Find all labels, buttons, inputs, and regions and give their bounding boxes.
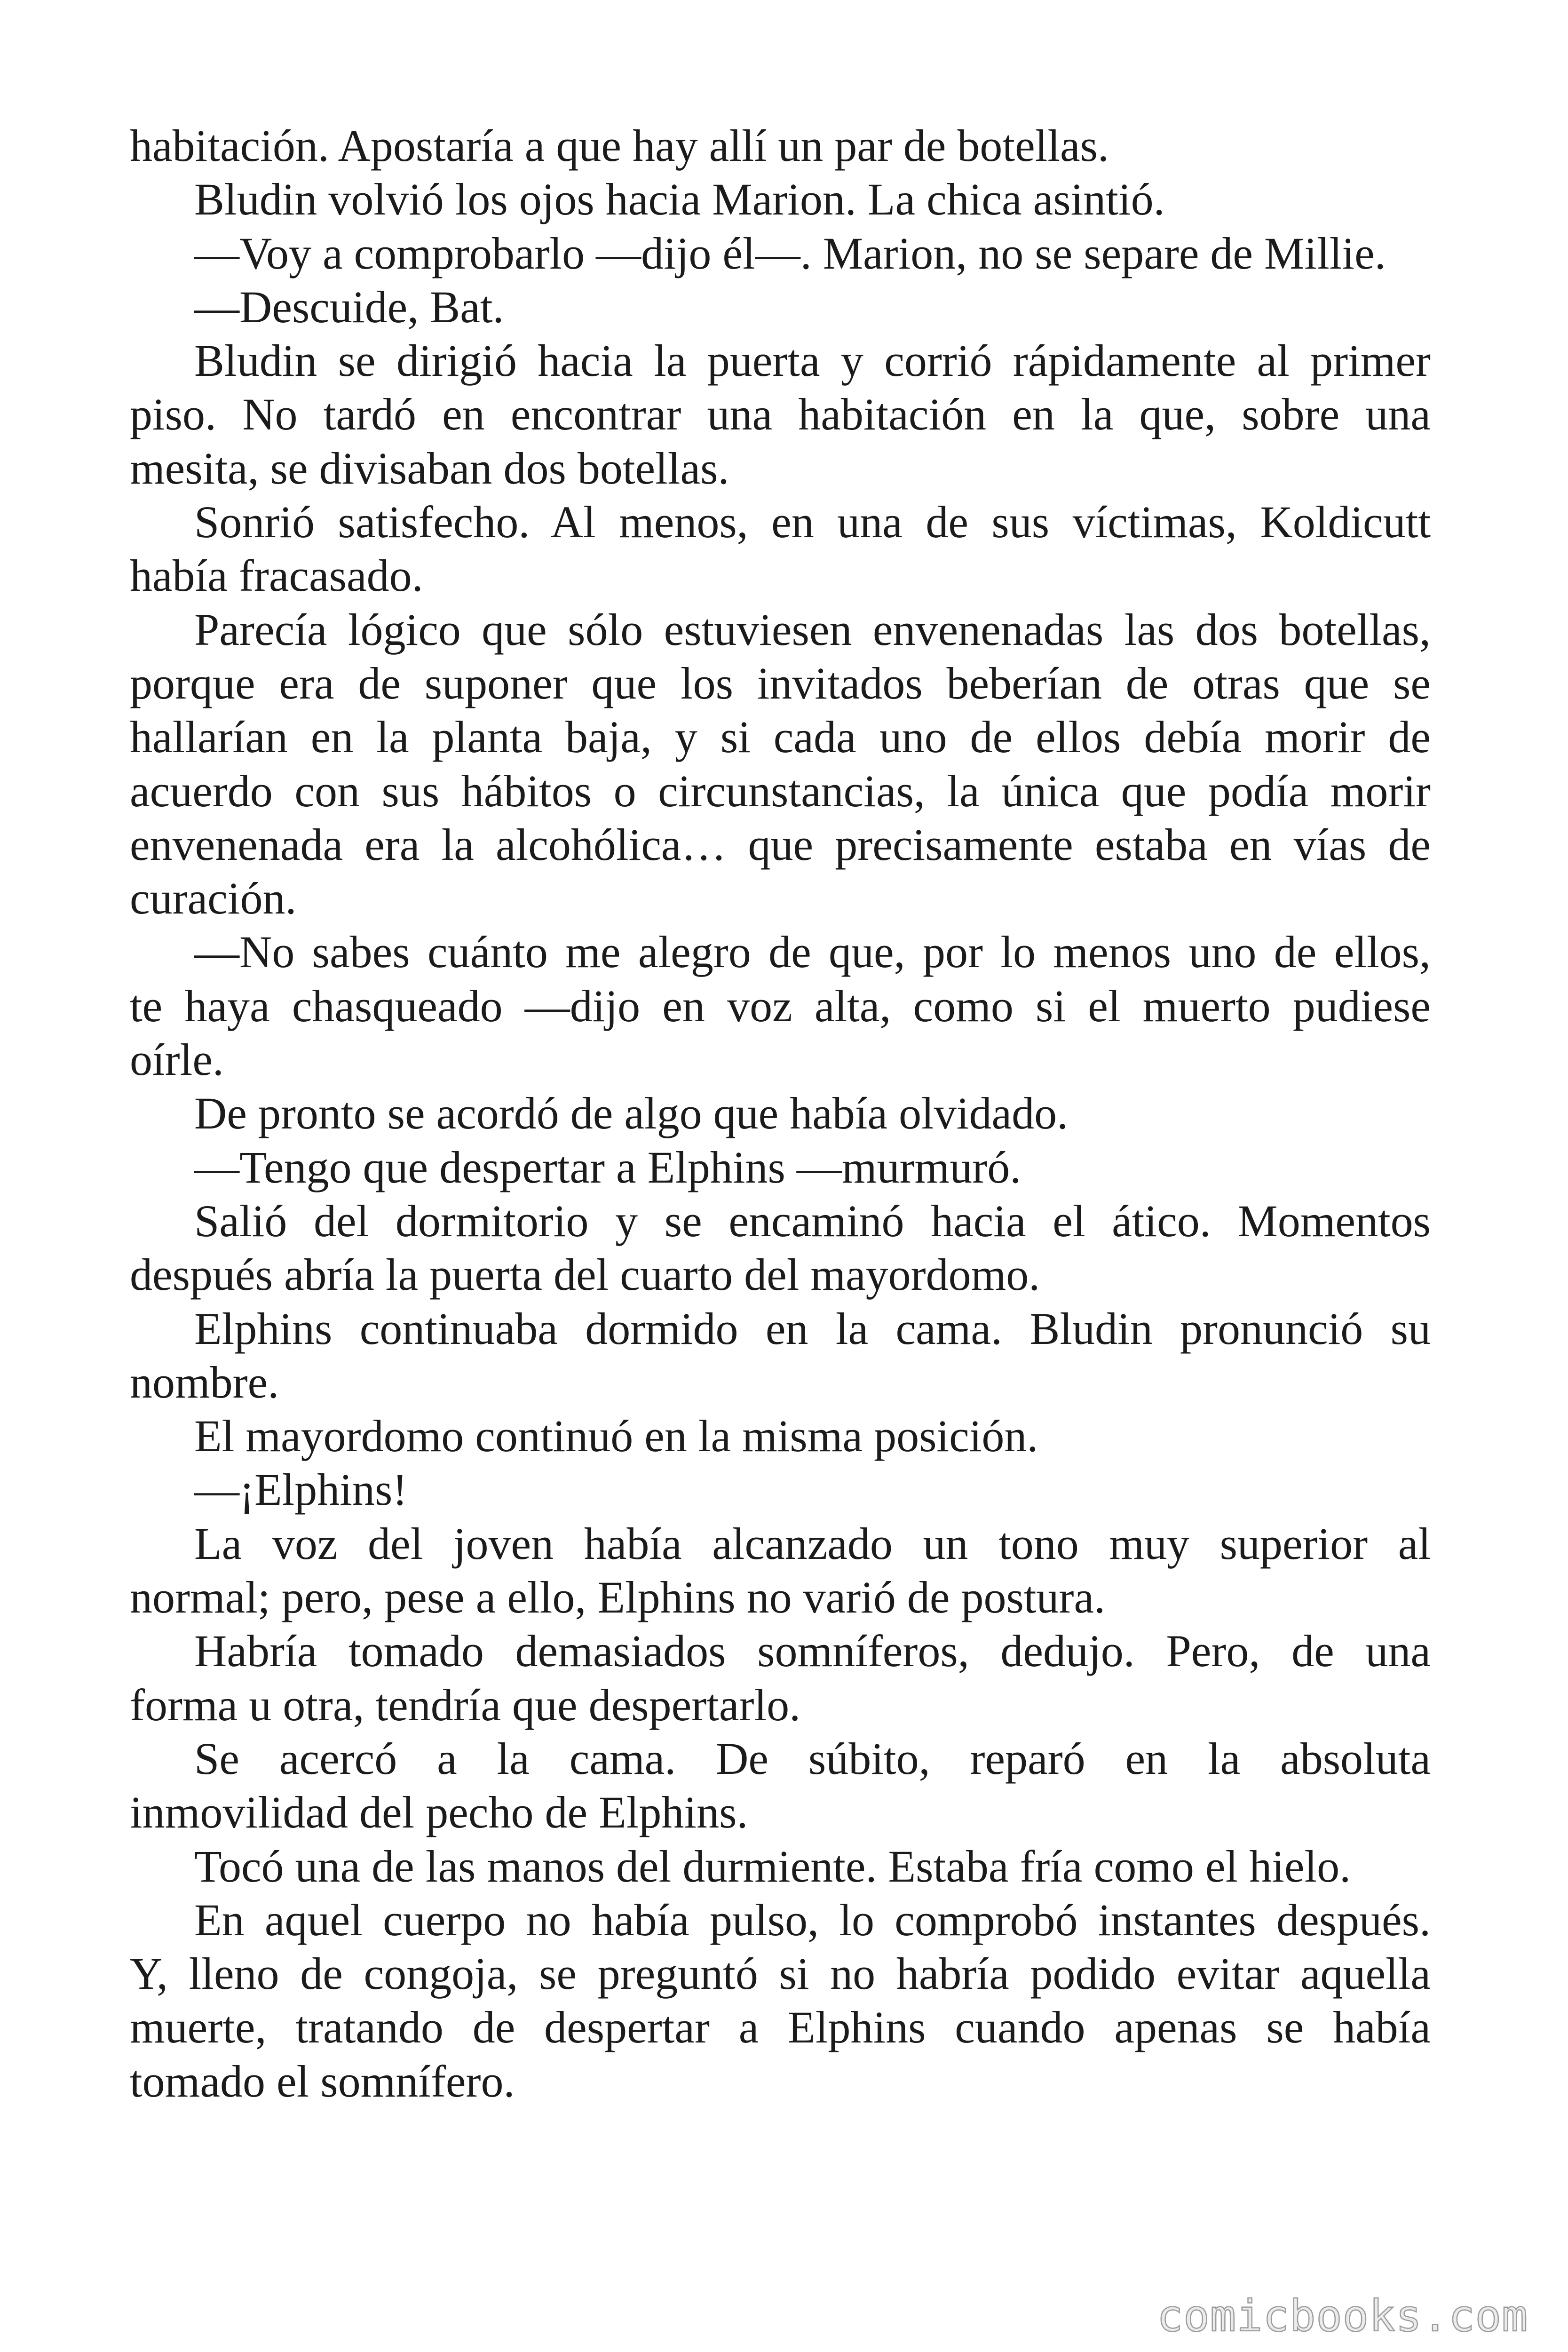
text-line: hallarían en la planta baja, y si cada uno de ellos debía morir de <box>130 712 1431 763</box>
text-line: inmovilidad del pecho de Elphins. <box>130 1787 748 1838</box>
paragraph <box>130 173 1431 226</box>
text-line: —Voy a comprobarlo —dijo él—. Marion, no se separe de Millie. <box>194 228 1386 278</box>
text-line: curación. <box>130 873 297 924</box>
text-line: mesita, se divisaban dos botellas. <box>130 443 729 493</box>
paragraph <box>130 1893 1431 2108</box>
paragraph <box>130 1732 1431 1840</box>
paragraph <box>130 119 1431 173</box>
text-line: Habría tomado demasiados somníferos, dedujo. Pero, de una <box>194 1626 1431 1677</box>
text-line: De pronto se acordó de algo que había olvidado. <box>194 1088 1069 1139</box>
text-line: El mayordomo continuó en la misma posición. <box>194 1411 1038 1462</box>
paragraph <box>130 1302 1431 1410</box>
text-line: Elphins continuaba dormido en la cama. Bludin pronunció su <box>194 1303 1431 1354</box>
text-line: piso. No tardó en encontrar una habitación en la que, sobre una <box>130 389 1431 440</box>
paragraph <box>130 1517 1431 1625</box>
text-line: En aquel cuerpo no había pulso, lo comprobó instantes después. <box>194 1894 1431 1945</box>
paragraph <box>130 1194 1431 1302</box>
text-line: habitación. Apostaría a que hay allí un par de botellas. <box>130 120 1109 171</box>
text-line: después abría la puerta del cuarto del mayordomo. <box>130 1249 1040 1300</box>
text-line: Salió del dormitorio y se encaminó hacia el ático. Momentos <box>194 1195 1431 1246</box>
text-line: muerte, tratando de despertar a Elphins cuando apenas se había <box>130 2002 1431 2053</box>
text-line: oírle. <box>130 1034 224 1085</box>
text-line: forma u otra, tendría que despertarlo. <box>130 1679 801 1730</box>
paragraph <box>130 227 1431 280</box>
paragraph <box>130 1087 1431 1140</box>
text-line: acuerdo con sus hábitos o circunstancias, la única que podía morir <box>130 765 1431 816</box>
text-line: normal; pero, pese a ello, Elphins no varió de postura. <box>130 1572 1106 1623</box>
paragraph <box>130 495 1431 603</box>
text-line: Bludin se dirigió hacia la puerta y corrió rápidamente al primer <box>194 335 1431 386</box>
paragraph <box>130 1840 1431 1893</box>
text-line: —Tengo que despertar a Elphins —murmuró. <box>194 1142 1022 1192</box>
paragraph <box>130 280 1431 334</box>
text-line: había fracasado. <box>130 550 423 601</box>
text-line: Se acercó a la cama. De súbito, reparó en la absoluta <box>194 1733 1431 1784</box>
paragraph <box>130 1463 1431 1517</box>
text-line: —¡Elphins! <box>194 1464 408 1515</box>
text-line: Parecía lógico que sólo estuviesen envenenadas las dos botellas, <box>194 604 1431 655</box>
text-line: Bludin volvió los ojos hacia Marion. La chica asintió. <box>194 174 1165 225</box>
text-line: Sonrió satisfecho. Al menos, en una de sus víctimas, Koldicutt <box>194 497 1431 548</box>
paragraph <box>130 1141 1431 1194</box>
text-line: te haya chasqueado —dijo en voz alta, como si el muerto pudiese <box>130 980 1431 1031</box>
body-text <box>130 119 1431 2108</box>
text-line: porque era de suponer que los invitados beberían de otras que se <box>130 658 1431 708</box>
text-line: Y, lleno de congoja, se preguntó si no habría podido evitar aquella <box>130 1948 1431 1999</box>
paragraph <box>130 925 1431 1087</box>
paragraph <box>130 1624 1431 1732</box>
watermark: comicbooks.com <box>1157 2291 1528 2341</box>
paragraph <box>130 603 1431 926</box>
text-line: tomado el somnífero. <box>130 2056 515 2106</box>
text-line: —Descuide, Bat. <box>194 281 504 332</box>
text-line: envenenada era la alcohólica… que precisamente estaba en vías de <box>130 819 1431 870</box>
text-line: nombre. <box>130 1357 279 1407</box>
text-line: La voz del joven había alcanzado un tono muy superior al <box>194 1518 1431 1569</box>
paragraph <box>130 1409 1431 1463</box>
text-line: —No sabes cuánto me alegro de que, por lo menos uno de ellos, <box>194 927 1431 977</box>
paragraph <box>130 334 1431 495</box>
text-line: Tocó una de las manos del durmiente. Estaba fría como el hielo. <box>194 1841 1351 1891</box>
